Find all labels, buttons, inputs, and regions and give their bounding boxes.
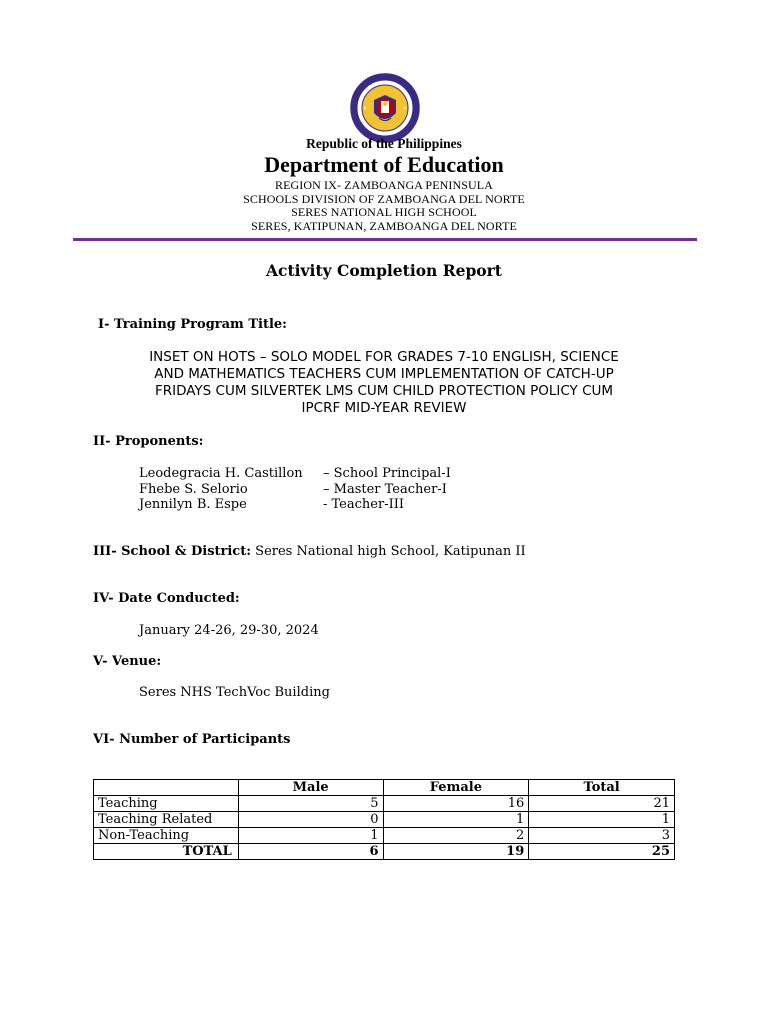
row-male: 1 xyxy=(238,828,383,844)
row-female: 16 xyxy=(383,796,529,812)
table-row xyxy=(94,796,675,812)
proponent-role: - Teacher-III xyxy=(323,497,404,512)
header-address: SERES, KATIPUNAN, ZAMBOANGA DEL NORTE xyxy=(251,219,517,233)
proponent-name: Fhebe S. Selorio xyxy=(139,482,248,497)
header-division: SCHOOLS DIVISION OF ZAMBOANGA DEL NORTE xyxy=(243,192,525,206)
header-republic: Republic of the Philippines xyxy=(306,136,462,151)
table-header-male: Male xyxy=(238,780,383,796)
training-title-line: FRIDAYS CUM SILVERTEK LMS CUM CHILD PROTECTION POLICY CUM xyxy=(154,383,614,399)
report-title: Activity Completion Report xyxy=(266,261,502,280)
row-female: 2 xyxy=(383,828,529,844)
proponent-role: – Master Teacher-I xyxy=(323,482,447,497)
date-value: January 24-26, 29-30, 2024 xyxy=(139,623,319,638)
proponent-name: Leodegracia H. Castillon xyxy=(139,466,303,481)
training-title-line: AND MATHEMATICS TEACHERS CUM IMPLEMENTATION OF CATCH-UP xyxy=(154,366,614,382)
venue-value: Seres NHS TechVoc Building xyxy=(139,685,330,700)
header-department: Department of Education xyxy=(264,152,504,177)
table-row xyxy=(94,828,675,844)
table-header-total: Total xyxy=(529,780,675,796)
total-total: 25 xyxy=(529,844,675,860)
proponent-role: – School Principal-I xyxy=(323,466,451,481)
proponents-label: II- Proponents: xyxy=(93,434,204,449)
school-value: Seres National high School, Katipunan II xyxy=(255,544,526,559)
total-male: 6 xyxy=(238,844,383,860)
row-total: 3 xyxy=(529,828,675,844)
deped-seal-icon xyxy=(350,73,420,143)
header-divider xyxy=(73,238,697,241)
header-school: SERES NATIONAL HIGH SCHOOL xyxy=(291,205,477,219)
total-label: TOTAL xyxy=(94,844,239,860)
school-district xyxy=(93,544,526,559)
row-category: Teaching Related xyxy=(94,812,239,828)
table-header-row xyxy=(94,780,675,796)
table-header-female: Female xyxy=(383,780,529,796)
header-region: REGION IX- ZAMBOANGA PENINSULA xyxy=(275,178,493,192)
participants-label: VI- Number of Participants xyxy=(93,732,291,747)
table-row xyxy=(94,812,675,828)
school-label: III- School & District: xyxy=(93,544,252,559)
date-label: IV- Date Conducted: xyxy=(93,591,240,606)
training-title-line: IPCRF MID-YEAR REVIEW xyxy=(301,400,467,416)
row-total: 1 xyxy=(529,812,675,828)
row-category: Non-Teaching xyxy=(94,828,239,844)
row-category: Teaching xyxy=(94,796,239,812)
row-male: 5 xyxy=(238,796,383,812)
venue-label: V- Venue: xyxy=(93,654,162,669)
row-male: 0 xyxy=(238,812,383,828)
training-label: I- Training Program Title: xyxy=(98,317,287,332)
training-title-line: INSET ON HOTS – SOLO MODEL FOR GRADES 7-10 ENGLISH, SCIENCE xyxy=(149,349,619,365)
training-title xyxy=(92,349,676,417)
table-header-blank xyxy=(94,780,239,796)
participants-table xyxy=(93,779,675,860)
row-female: 1 xyxy=(383,812,529,828)
proponent-name: Jennilyn B. Espe xyxy=(139,497,247,512)
row-total: 21 xyxy=(529,796,675,812)
table-total-row xyxy=(94,844,675,860)
total-female: 19 xyxy=(383,844,529,860)
